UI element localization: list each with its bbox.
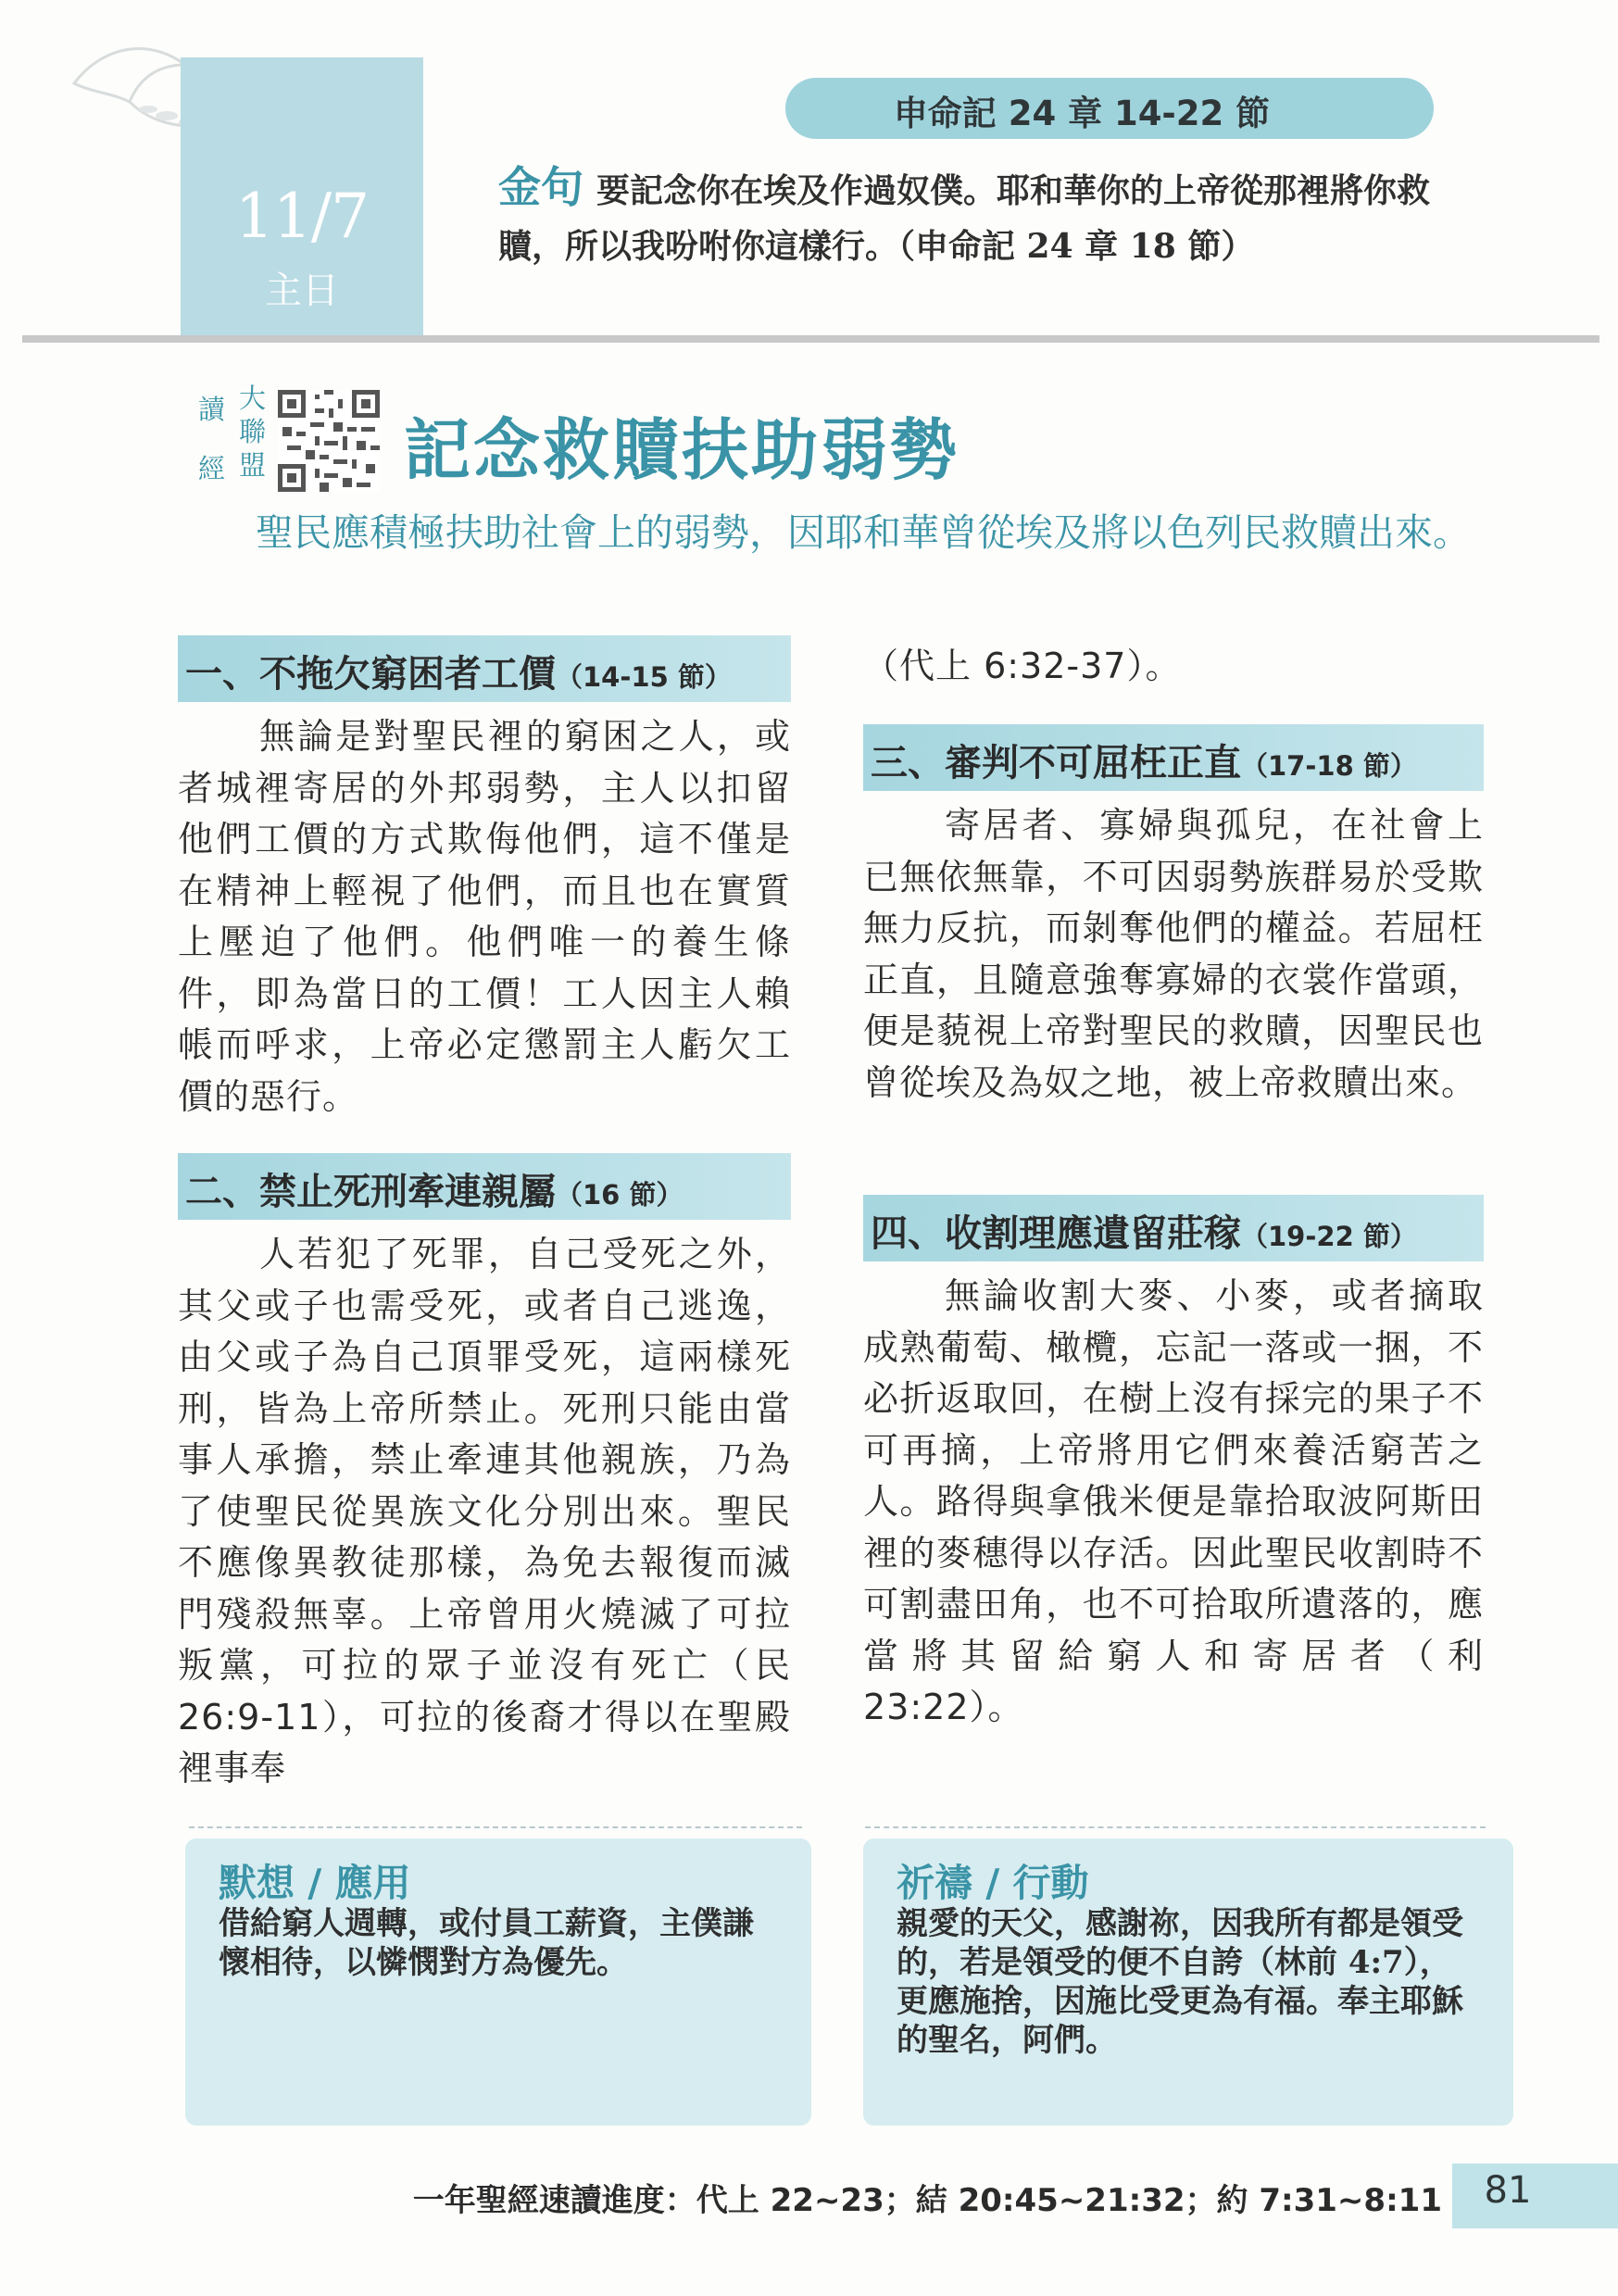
section-4-body: 無論收割大麥、小麥，或者摘取成熟葡萄、橄欖，忘記一落或一捆，不必折返取回，在樹上沒有採完的果子不可再摘，上帝將用它們來養活窮苦之人。路得與拿俄米便是靠拾取波阿斯田裡的麥穗得以存活。因此聖民收割時不可割盡田角，也不可拾取所遺落的，應當將其留給窮人和寄居者（利 23:22）。 [863, 1275, 1484, 1727]
section-1-verses: （14-15 節） [556, 661, 732, 693]
golden-verse-label: 金句 [498, 162, 583, 212]
qr-code-icon[interactable] [278, 390, 380, 492]
section-1-body: 無論是對聖民裡的窮困之人，或者城裡寄居的外邦弱勢，主人以扣留他們工價的方式欺侮他們，這不僅是在精神上輕視了他們，而且也在實質上壓迫了他們。他們唯一的養生條件，即為當日的工價！工人因主人賴帳而呼求，上帝必定懲罰主人虧欠工價的惡行。 [178, 716, 791, 1117]
day-of-week: 主日 [265, 270, 339, 312]
prayer-title: 祈禱 / 行動 [897, 1861, 1089, 1905]
section-4-title: 四、收割理應遺留莊稼 [871, 1212, 1241, 1255]
section-2-verses: （16 節） [556, 1179, 684, 1211]
prayer-body: 親愛的天父，感謝祢，因我所有都是領受的，若是領受的便不自誇（林前 4:7），更應施捨，因施比受更為有福。奉主耶穌的聖名，阿們。 [897, 1905, 1463, 2059]
lead-paragraph: 聖民應積極扶助社會上的弱勢，因耶和華曾從埃及將以色列民救贖出來。 [256, 510, 1471, 555]
meditation-divider [189, 1826, 802, 1828]
meditation-title: 默想 / 應用 [219, 1861, 411, 1905]
reading-progress: 一年聖經速讀進度：代上 22~23；結 20:45~21:32；約 7:31~8:11 [412, 2182, 1442, 2219]
section-2-body: 人若犯了死罪，自己受死之外，其父或子也需受死，或者自己逃逸，由父或子為自己頂罪受死，這兩樣死刑，皆為上帝所禁止。死刑只能由當事人承擔，禁止牽連其他親族，乃為了使聖民從異族文化分別出來。聖民不應像異教徒那樣，為免去報復而滅門殘殺無辜。上帝曾用火燒滅了可拉叛黨，可拉的眾子並沒有死亡（民 26:9-11），可拉的後裔才得以在聖殿裡事奉 [178, 1234, 791, 1788]
badge-col1: 讀 經 [198, 394, 226, 484]
meditation-body: 借給窮人週轉，或付員工薪資，主僕謙懷相待，以憐憫對方為優先。 [219, 1905, 754, 1981]
section-4-verses: （19-22 節） [1241, 1221, 1417, 1252]
section-1-title: 一、不拖欠窮困者工價 [185, 653, 556, 696]
section-3-body: 寄居者、寡婦與孤兒，在社會上已無依無靠，不可因弱勢族群易於受欺無力反抗，而剝奪他們的權益。若屈枉正直，且隨意強奪寡婦的衣裳作當頭，便是藐視上帝對聖民的救贖，因聖民也曾從埃及為奴之地，被上帝救贖出來。 [863, 805, 1484, 1103]
scripture-ref: 申命記 24 章 14-22 節 [893, 94, 1271, 133]
header-divider [22, 335, 1599, 343]
section-3-title: 三、審判不可屈枉正直 [871, 742, 1241, 784]
prayer-divider [865, 1826, 1486, 1828]
golden-verse-text: 要記念你在埃及作過奴僕。耶和華你的上帝從那裡將你救贖，所以我吩咐你這樣行。（申命記 24 章 18 節） [498, 171, 1431, 266]
section-3-heading [871, 734, 1417, 786]
section-3-verses: （17-18 節） [1241, 750, 1417, 782]
section-2-continuation: （代上 6:32-37）。 [863, 646, 1182, 686]
golden-verse [498, 159, 1489, 274]
page-number: 81 [1484, 2169, 1532, 2212]
section-4-heading [871, 1204, 1417, 1257]
section-1-heading [185, 645, 732, 697]
section-2-heading [185, 1162, 683, 1215]
section-2-title: 二、禁止死刑牽連親屬 [185, 1171, 556, 1213]
date: 11/7 [234, 181, 370, 252]
page-title: 記念救贖扶助弱勢 [404, 410, 960, 489]
badge-col2: 大 聯 盟 [239, 383, 267, 481]
